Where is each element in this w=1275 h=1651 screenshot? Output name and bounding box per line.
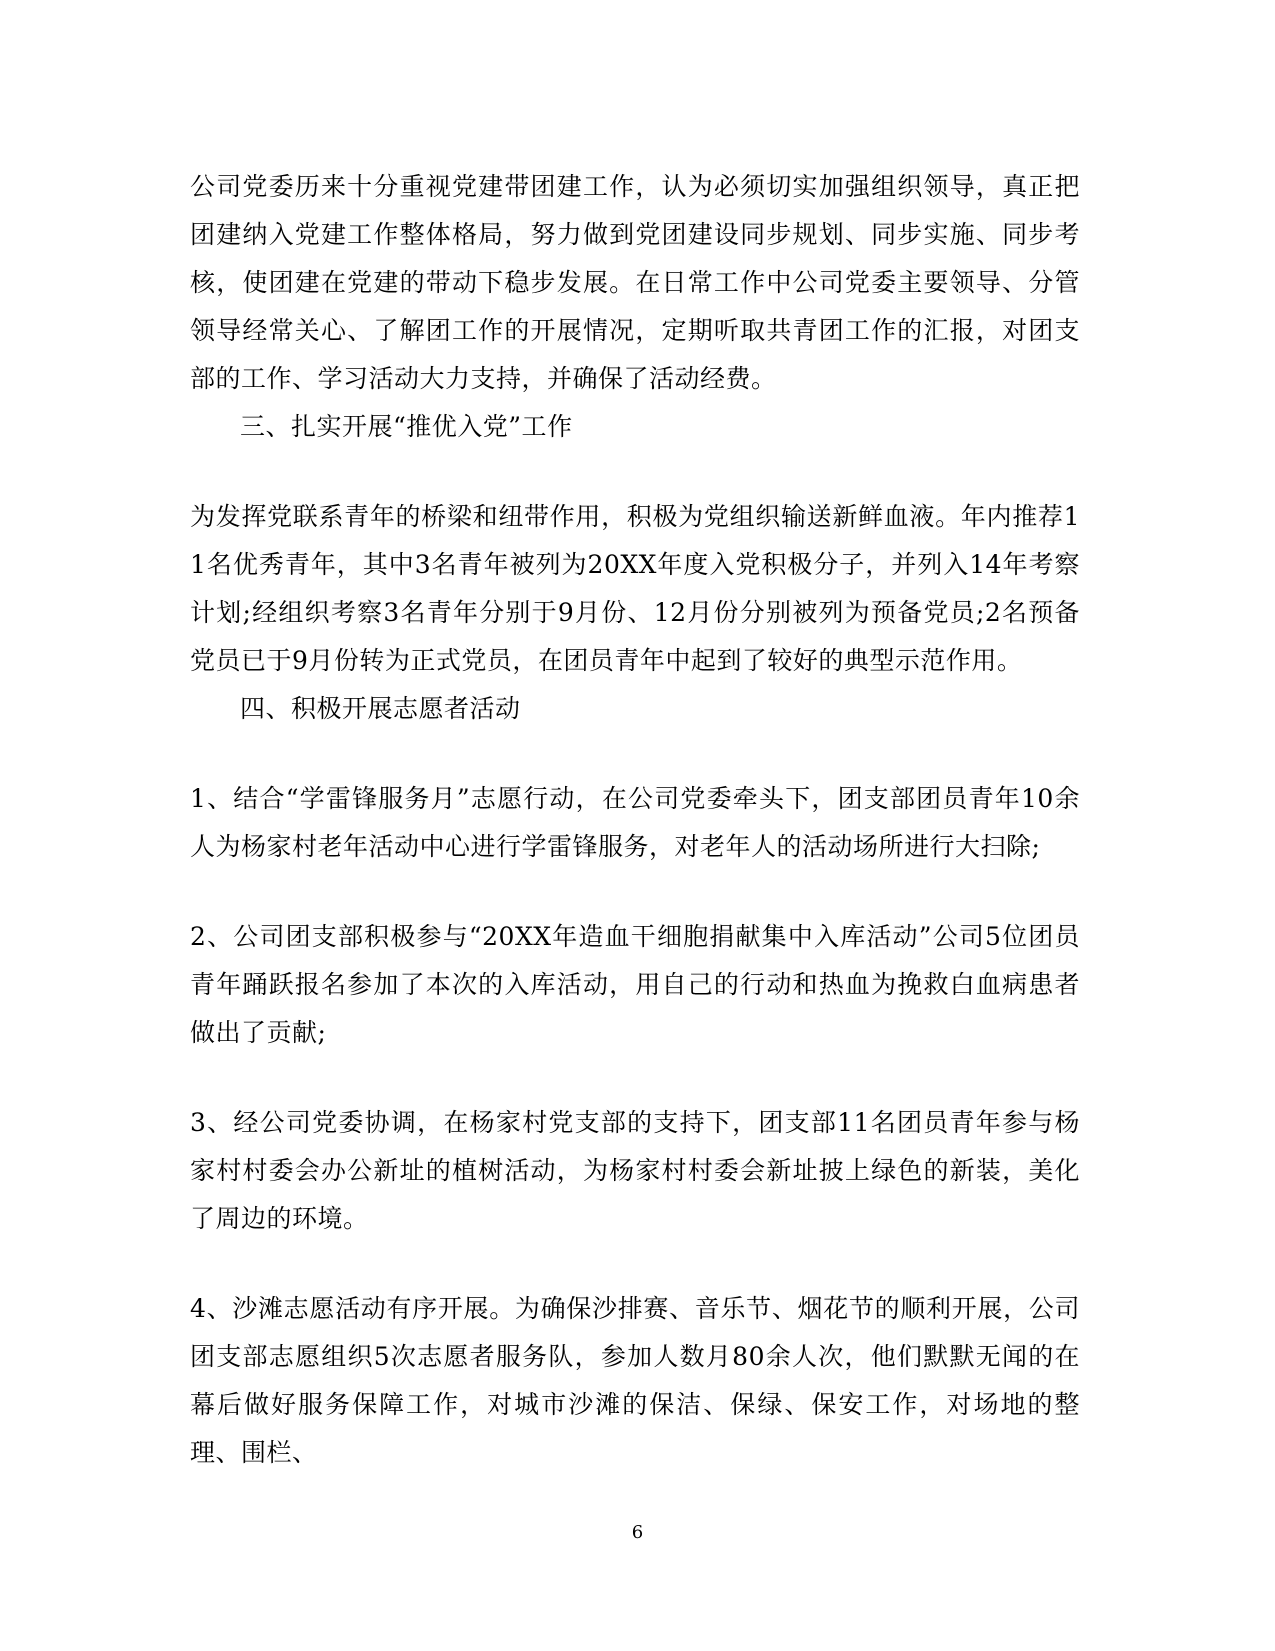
paragraph-party-leadership: 公司党委历来十分重视党建带团建工作，认为必须切实加强组织领导，真正把团建纳入党建工作整体格局，努力做到党团建设同步规划、同步实施、同步考核，使团建在党建的带动下稳步发展。在日常工作中公司党委主要领导、分管领导经常关心、了解团工作的开展情况，定期听取共青团工作的汇报，对团支部的工作、学习活动大力支持，并确保了活动经费。 bbox=[190, 172, 1080, 393]
paragraph-volunteer-2: 2、公司团支部积极参与“20XX年造血干细胞捐献集中入库活动”公司5位团员青年踊跃报名参加了本次的入库活动，用自己的行动和热血为挽救白血病患者做出了贡献; bbox=[190, 922, 1080, 1047]
paragraph-volunteer-3: 3、经公司党委协调，在杨家村党支部的支持下，团支部11名团员青年参与杨家村村委会办公新址的植树活动，为杨家村村委会新址披上绿色的新装，美化了周边的环境。 bbox=[190, 1108, 1080, 1233]
section-heading-four: 四、积极开展志愿者活动 bbox=[240, 694, 521, 723]
page-number: 6 bbox=[631, 1522, 644, 1543]
section-heading-three: 三、扎实开展“推优入党”工作 bbox=[240, 412, 573, 441]
paragraph-volunteer-1: 1、结合“学雷锋服务月”志愿行动，在公司党委牵头下，团支部团员青年10余人为杨家村老年活动中心进行学雷锋服务，对老年人的活动场所进行大扫除; bbox=[190, 784, 1080, 861]
paragraph-recommend-youth: 为发挥党联系青年的桥梁和纽带作用，积极为党组织输送新鲜血液。年内推荐11名优秀青年，其中3名青年被列为20XX年度入党积极分子，并列入14年考察计划;经组织考察3名青年分别于9月份、12月份分别被列为预备党员;2名预备党员已于9月份转为正式党员，在团员青年中起到了较好的典型示范作用。 bbox=[190, 502, 1080, 675]
paragraph-volunteer-4: 4、沙滩志愿活动有序开展。为确保沙排赛、音乐节、烟花节的顺利开展，公司团支部志愿组织5次志愿者服务队，参加人数月80余人次，他们默默无闻的在幕后做好服务保障工作，对城市沙滩的保洁、保绿、保安工作，对场地的整理、围栏、 bbox=[190, 1294, 1080, 1467]
document-body bbox=[190, 163, 1080, 1477]
